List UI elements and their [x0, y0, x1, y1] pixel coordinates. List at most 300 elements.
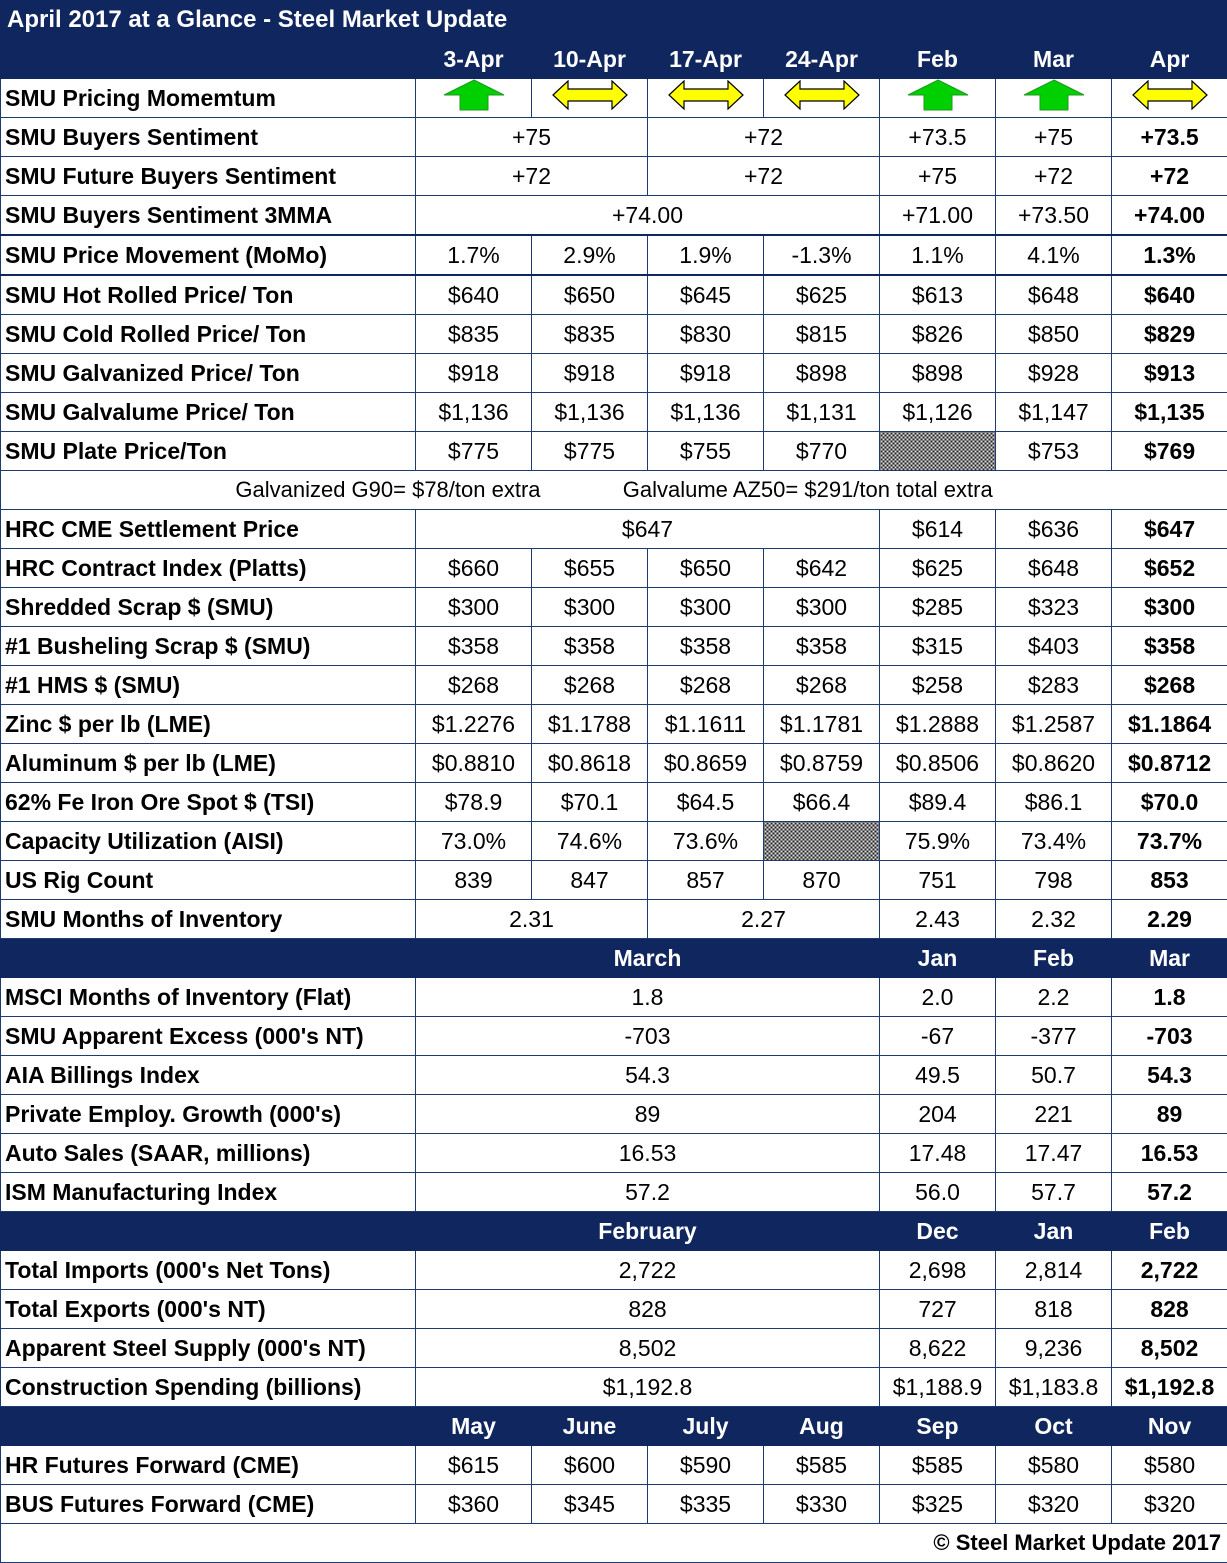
table-row: [1, 783, 1227, 822]
double-arrow-icon: [784, 80, 860, 116]
table-cell: -1.3%: [764, 235, 880, 275]
table-cell: 2.9%: [532, 235, 648, 275]
table-cell: $300: [532, 588, 648, 627]
table-cell: $1,136: [532, 393, 648, 432]
header-cell: Nov: [1112, 1407, 1227, 1446]
table-cell: 2,814: [996, 1251, 1112, 1290]
table-cell: 2.31: [416, 900, 648, 939]
table-cell: $835: [416, 315, 532, 354]
table-cell: $330: [764, 1485, 880, 1524]
table-cell: $918: [648, 354, 764, 393]
table-cell: 73.0%: [416, 822, 532, 861]
table-cell: 2.27: [648, 900, 880, 939]
table-cell: $648: [996, 549, 1112, 588]
table-row: [1, 235, 1227, 275]
table-row: [1, 432, 1227, 471]
header-cell: Feb: [1112, 1212, 1227, 1251]
table-cell: 9,236: [996, 1329, 1112, 1368]
header-cell: Mar: [996, 40, 1112, 79]
table-cell: $258: [880, 666, 996, 705]
table-cell: $647: [416, 510, 880, 549]
table-row: [1, 1446, 1227, 1485]
table-cell: 828: [1112, 1290, 1227, 1329]
table-cell: $647: [1112, 510, 1227, 549]
double-arrow-icon: [668, 80, 744, 116]
table-cell: +72: [648, 118, 880, 157]
header-row-futures: [1, 1407, 1227, 1446]
table-cell: $769: [1112, 432, 1227, 471]
title-row: [1, 1, 1227, 40]
table-cell: +75: [416, 118, 648, 157]
table-row: [1, 705, 1227, 744]
table-cell: 73.7%: [1112, 822, 1227, 861]
table-cell: $0.8659: [648, 744, 764, 783]
table-cell: 2.2: [996, 978, 1112, 1017]
table-cell: 49.5: [880, 1056, 996, 1095]
row-label: SMU Hot Rolled Price/ Ton: [1, 275, 416, 315]
table-cell: 1.3%: [1112, 235, 1227, 275]
table-cell: 221: [996, 1095, 1112, 1134]
table-cell: 89: [416, 1095, 880, 1134]
table-cell: $300: [416, 588, 532, 627]
row-label: Zinc $ per lb (LME): [1, 705, 416, 744]
table-row: [1, 1251, 1227, 1290]
table-cell: $625: [764, 275, 880, 315]
table-cell: -703: [416, 1017, 880, 1056]
table-cell: $360: [416, 1485, 532, 1524]
table-row: [1, 744, 1227, 783]
table-cell: $829: [1112, 315, 1227, 354]
double-arrow-icon: [1132, 80, 1208, 116]
row-label: SMU Months of Inventory: [1, 900, 416, 939]
copyright: © Steel Market Update 2017: [1, 1524, 1227, 1563]
table-cell: 2,722: [1112, 1251, 1227, 1290]
table-row: [1, 549, 1227, 588]
up-arrow-icon: [443, 79, 505, 117]
header-cell: Apr: [1112, 40, 1227, 79]
table-cell: 57.2: [416, 1173, 880, 1212]
table-cell: $0.8506: [880, 744, 996, 783]
table-row: [1, 196, 1227, 236]
table-cell: $66.4: [764, 783, 880, 822]
table-cell: +73.5: [1112, 118, 1227, 157]
table-cell: 8,622: [880, 1329, 996, 1368]
table-cell: $1,131: [764, 393, 880, 432]
table-row: [1, 588, 1227, 627]
table-cell: 818: [996, 1290, 1112, 1329]
table-cell: +72: [996, 157, 1112, 196]
row-label: SMU Future Buyers Sentiment: [1, 157, 416, 196]
table-cell: $1.1611: [648, 705, 764, 744]
table-cell: $590: [648, 1446, 764, 1485]
table-cell: $918: [532, 354, 648, 393]
table-row: [1, 1173, 1227, 1212]
table-cell: $1,192.8: [1112, 1368, 1227, 1407]
table-cell: 57.7: [996, 1173, 1112, 1212]
table-cell: $898: [764, 354, 880, 393]
table-cell: +75: [996, 118, 1112, 157]
table-cell: $268: [1112, 666, 1227, 705]
table-cell: $770: [764, 432, 880, 471]
row-label: SMU Buyers Sentiment: [1, 118, 416, 157]
header-cell: Feb: [996, 939, 1112, 978]
table-cell: $1.2888: [880, 705, 996, 744]
table-cell: 751: [880, 861, 996, 900]
table-cell: $268: [532, 666, 648, 705]
table-cell: $358: [648, 627, 764, 666]
table-row: [1, 1017, 1227, 1056]
table-cell: $898: [880, 354, 996, 393]
page-title: April 2017 at a Glance - Steel Market Update: [1, 1, 1227, 40]
table-cell: $775: [416, 432, 532, 471]
table-cell: $1,188.9: [880, 1368, 996, 1407]
table-cell: $285: [880, 588, 996, 627]
row-label: SMU Plate Price/Ton: [1, 432, 416, 471]
table-row: [1, 1329, 1227, 1368]
table-cell: 73.6%: [648, 822, 764, 861]
row-label: Auto Sales (SAAR, millions): [1, 1134, 416, 1173]
table-cell: 73.4%: [996, 822, 1112, 861]
table-cell: 204: [880, 1095, 996, 1134]
table-row: [1, 1368, 1227, 1407]
table-cell: $268: [764, 666, 880, 705]
row-label: SMU Apparent Excess (000's NT): [1, 1017, 416, 1056]
table-cell: $283: [996, 666, 1112, 705]
table-cell: $613: [880, 275, 996, 315]
table-cell: +71.00: [880, 196, 996, 236]
header-cell: 10-Apr: [532, 40, 648, 79]
footer-row: [1, 1524, 1227, 1563]
table-cell: $835: [532, 315, 648, 354]
table-cell: $358: [764, 627, 880, 666]
table-cell: 8,502: [1112, 1329, 1227, 1368]
row-label: MSCI Months of Inventory (Flat): [1, 978, 416, 1017]
table-cell: $300: [1112, 588, 1227, 627]
table-row: [1, 510, 1227, 549]
header-cell: July: [648, 1407, 764, 1446]
table-cell: +75: [880, 157, 996, 196]
table-cell: $913: [1112, 354, 1227, 393]
table-row: [1, 627, 1227, 666]
table-row: [1, 978, 1227, 1017]
table-cell: $1,183.8: [996, 1368, 1112, 1407]
table-cell: $78.9: [416, 783, 532, 822]
table-row: [1, 275, 1227, 315]
note-row: [1, 471, 1227, 510]
table-cell: 853: [1112, 861, 1227, 900]
table-cell: $403: [996, 627, 1112, 666]
table-cell: $1,192.8: [416, 1368, 880, 1407]
up-arrow-icon: [907, 79, 969, 117]
header-cell: Oct: [996, 1407, 1112, 1446]
table-cell: $650: [532, 275, 648, 315]
table-cell: $648: [996, 275, 1112, 315]
table-cell: 2.43: [880, 900, 996, 939]
header-row-monthly: [1, 939, 1227, 978]
table-cell: $645: [648, 275, 764, 315]
table-cell: +72: [1112, 157, 1227, 196]
table-cell: 727: [880, 1290, 996, 1329]
table-cell: $0.8759: [764, 744, 880, 783]
header-row-weekly: [1, 40, 1227, 79]
header-cell: May: [416, 1407, 532, 1446]
row-label: Aluminum $ per lb (LME): [1, 744, 416, 783]
row-label: Total Imports (000's Net Tons): [1, 1251, 416, 1290]
header-cell: 3-Apr: [416, 40, 532, 79]
table-cell: $815: [764, 315, 880, 354]
table-cell: $335: [648, 1485, 764, 1524]
row-label: 62% Fe Iron Ore Spot $ (TSI): [1, 783, 416, 822]
table-cell: $580: [1112, 1446, 1227, 1485]
header-cell: Jan: [996, 1212, 1112, 1251]
table-row: [1, 157, 1227, 196]
table-row: [1, 1485, 1227, 1524]
table-cell: 17.47: [996, 1134, 1112, 1173]
table-cell: $358: [1112, 627, 1227, 666]
note-right: Galvalume AZ50= $291/ton total extra: [623, 477, 993, 502]
table-cell: 4.1%: [996, 235, 1112, 275]
header-cell: Feb: [880, 40, 996, 79]
table-row: [1, 315, 1227, 354]
table-cell: $636: [996, 510, 1112, 549]
table-cell: $615: [416, 1446, 532, 1485]
table-cell: $655: [532, 549, 648, 588]
row-label: Construction Spending (billions): [1, 1368, 416, 1407]
table-cell: +72: [416, 157, 648, 196]
table-cell: $325: [880, 1485, 996, 1524]
table-cell: $1.2276: [416, 705, 532, 744]
row-label: Shredded Scrap $ (SMU): [1, 588, 416, 627]
table-cell: $652: [1112, 549, 1227, 588]
table-cell: $585: [880, 1446, 996, 1485]
table-row: [1, 822, 1227, 861]
row-label: SMU Pricing Momemtum: [1, 79, 416, 118]
table-cell: $928: [996, 354, 1112, 393]
header-blank: [1, 1212, 416, 1251]
table-cell: $826: [880, 315, 996, 354]
table-cell: $1,126: [880, 393, 996, 432]
table-cell: 54.3: [416, 1056, 880, 1095]
table-cell: $320: [996, 1485, 1112, 1524]
table-cell: 2.29: [1112, 900, 1227, 939]
table-cell: 16.53: [1112, 1134, 1227, 1173]
table-row: [1, 1134, 1227, 1173]
table-cell: 1.8: [1112, 978, 1227, 1017]
header-cell: 24-Apr: [764, 40, 880, 79]
table-cell: $0.8712: [1112, 744, 1227, 783]
header-cell: February: [416, 1212, 880, 1251]
table-cell: +73.5: [880, 118, 996, 157]
table-cell: 16.53: [416, 1134, 880, 1173]
table-cell: +74.00: [1112, 196, 1227, 236]
table-cell: 2,698: [880, 1251, 996, 1290]
table-cell: 2,722: [416, 1251, 880, 1290]
table-cell: +74.00: [416, 196, 880, 236]
momentum-cell: [416, 79, 532, 118]
table-row: [1, 1290, 1227, 1329]
row-label: Total Exports (000's NT): [1, 1290, 416, 1329]
row-label: ISM Manufacturing Index: [1, 1173, 416, 1212]
table-cell: 89: [1112, 1095, 1227, 1134]
table-cell: $1,135: [1112, 393, 1227, 432]
table-cell: 1.9%: [648, 235, 764, 275]
table-cell: $345: [532, 1485, 648, 1524]
momentum-cell: [532, 79, 648, 118]
header-cell: 17-Apr: [648, 40, 764, 79]
row-label: Capacity Utilization (AISI): [1, 822, 416, 861]
table-cell: $585: [764, 1446, 880, 1485]
header-cell: Jan: [880, 939, 996, 978]
table-cell: $580: [996, 1446, 1112, 1485]
header-cell: Aug: [764, 1407, 880, 1446]
table-cell: $315: [880, 627, 996, 666]
table-row: [1, 354, 1227, 393]
table-cell: $640: [416, 275, 532, 315]
table-row: [1, 393, 1227, 432]
table-cell: $70.0: [1112, 783, 1227, 822]
table-cell: $640: [1112, 275, 1227, 315]
table-cell: $323: [996, 588, 1112, 627]
table-cell: 56.0: [880, 1173, 996, 1212]
table-cell: 8,502: [416, 1329, 880, 1368]
momentum-cell: [996, 79, 1112, 118]
table-cell: 2.0: [880, 978, 996, 1017]
table-row: [1, 861, 1227, 900]
table-cell: $300: [764, 588, 880, 627]
table-cell: 2.32: [996, 900, 1112, 939]
table-cell: 1.7%: [416, 235, 532, 275]
table-cell: +73.50: [996, 196, 1112, 236]
table-cell: 17.48: [880, 1134, 996, 1173]
table-cell: $830: [648, 315, 764, 354]
table-cell: $268: [648, 666, 764, 705]
header-cell: March: [416, 939, 880, 978]
table-row: [1, 79, 1227, 118]
table-cell: $0.8618: [532, 744, 648, 783]
table-cell: $600: [532, 1446, 648, 1485]
table-cell: $775: [532, 432, 648, 471]
row-label: SMU Buyers Sentiment 3MMA: [1, 196, 416, 236]
header-blank: [1, 1407, 416, 1446]
note-left: Galvanized G90= $78/ton extra: [235, 477, 540, 502]
table-cell: $1.2587: [996, 705, 1112, 744]
table-cell: 74.6%: [532, 822, 648, 861]
momentum-cell: [880, 79, 996, 118]
table-cell: $1,147: [996, 393, 1112, 432]
table-cell: $1.1781: [764, 705, 880, 744]
table-cell: $358: [416, 627, 532, 666]
table-cell: 798: [996, 861, 1112, 900]
hatched-cell: [880, 432, 996, 471]
table-cell: $755: [648, 432, 764, 471]
table-cell: 839: [416, 861, 532, 900]
table-row: [1, 1095, 1227, 1134]
row-label: SMU Galvalume Price/ Ton: [1, 393, 416, 432]
note-cell: [1, 471, 1227, 510]
table-cell: $86.1: [996, 783, 1112, 822]
table-cell: 1.8: [416, 978, 880, 1017]
table-row: [1, 1056, 1227, 1095]
table-cell: -67: [880, 1017, 996, 1056]
table-cell: 1.1%: [880, 235, 996, 275]
table-cell: +72: [648, 157, 880, 196]
row-label: HRC Contract Index (Platts): [1, 549, 416, 588]
table-cell: 75.9%: [880, 822, 996, 861]
row-label: SMU Price Movement (MoMo): [1, 235, 416, 275]
table-cell: 57.2: [1112, 1173, 1227, 1212]
header-blank: [1, 40, 416, 79]
up-arrow-icon: [1023, 79, 1085, 117]
table-cell: $320: [1112, 1485, 1227, 1524]
momentum-cell: [1112, 79, 1227, 118]
header-row-trade: [1, 1212, 1227, 1251]
table-cell: $660: [416, 549, 532, 588]
momentum-cell: [764, 79, 880, 118]
table-cell: $0.8620: [996, 744, 1112, 783]
table-cell: $753: [996, 432, 1112, 471]
row-label: BUS Futures Forward (CME): [1, 1485, 416, 1524]
row-label: HRC CME Settlement Price: [1, 510, 416, 549]
row-label: HR Futures Forward (CME): [1, 1446, 416, 1485]
table-cell: $300: [648, 588, 764, 627]
table-row: [1, 666, 1227, 705]
table-cell: -703: [1112, 1017, 1227, 1056]
table-cell: $1.1788: [532, 705, 648, 744]
header-cell: Dec: [880, 1212, 996, 1251]
table-cell: $358: [532, 627, 648, 666]
table-cell: $642: [764, 549, 880, 588]
row-label: Apparent Steel Supply (000's NT): [1, 1329, 416, 1368]
table-cell: $650: [648, 549, 764, 588]
table-cell: 828: [416, 1290, 880, 1329]
table-cell: $1,136: [416, 393, 532, 432]
double-arrow-icon: [552, 80, 628, 116]
table-cell: $625: [880, 549, 996, 588]
table-cell: 54.3: [1112, 1056, 1227, 1095]
hatched-cell: [764, 822, 880, 861]
table-cell: $64.5: [648, 783, 764, 822]
table-row: [1, 118, 1227, 157]
row-label: SMU Cold Rolled Price/ Ton: [1, 315, 416, 354]
header-blank: [1, 939, 416, 978]
table-cell: $89.4: [880, 783, 996, 822]
table-cell: $268: [416, 666, 532, 705]
row-label: SMU Galvanized Price/ Ton: [1, 354, 416, 393]
header-cell: Sep: [880, 1407, 996, 1446]
header-cell: Mar: [1112, 939, 1227, 978]
table-cell: $1,136: [648, 393, 764, 432]
table-cell: $614: [880, 510, 996, 549]
row-label: #1 HMS $ (SMU): [1, 666, 416, 705]
table-cell: 50.7: [996, 1056, 1112, 1095]
table-cell: $0.8810: [416, 744, 532, 783]
table-cell: 870: [764, 861, 880, 900]
table-cell: $1.1864: [1112, 705, 1227, 744]
row-label: #1 Busheling Scrap $ (SMU): [1, 627, 416, 666]
table-cell: $850: [996, 315, 1112, 354]
header-cell: June: [532, 1407, 648, 1446]
row-label: AIA Billings Index: [1, 1056, 416, 1095]
table-cell: 857: [648, 861, 764, 900]
row-label: US Rig Count: [1, 861, 416, 900]
table-cell: $70.1: [532, 783, 648, 822]
table-cell: $918: [416, 354, 532, 393]
table-row: [1, 900, 1227, 939]
table-cell: 847: [532, 861, 648, 900]
momentum-cell: [648, 79, 764, 118]
row-label: Private Employ. Growth (000's): [1, 1095, 416, 1134]
table-cell: -377: [996, 1017, 1112, 1056]
